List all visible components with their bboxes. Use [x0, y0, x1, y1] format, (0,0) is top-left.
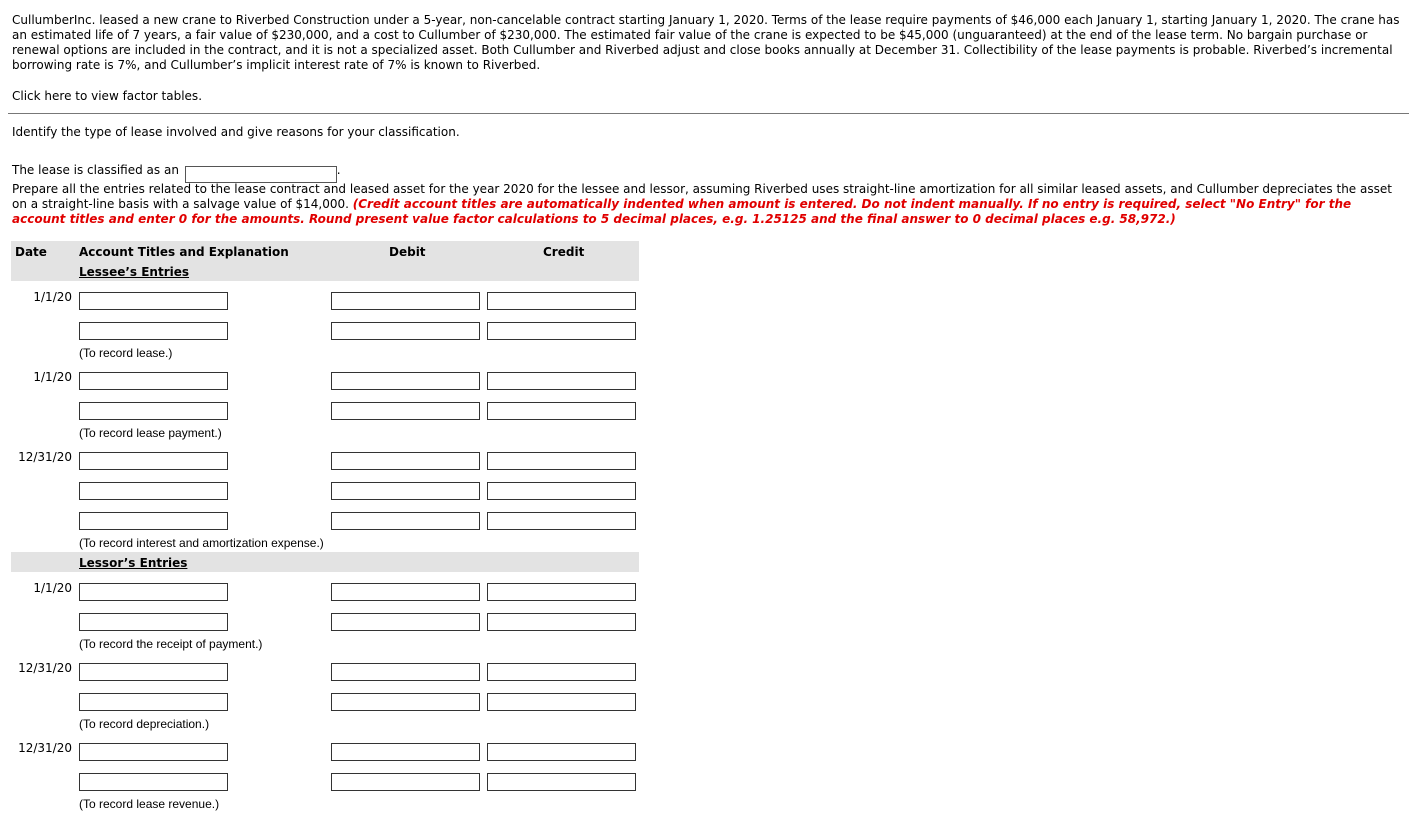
credit-input[interactable]: [487, 583, 636, 601]
account-title-input[interactable]: [79, 452, 228, 470]
account-title-input[interactable]: [79, 322, 228, 340]
debit-input[interactable]: [331, 322, 480, 340]
debit-input[interactable]: [331, 482, 480, 500]
credit-input[interactable]: [487, 693, 636, 711]
lessor-section-title: Lessor’s Entries: [79, 556, 188, 570]
classification-prefix: The lease is classified as an: [12, 163, 179, 177]
credit-input[interactable]: [487, 663, 636, 681]
debit-header: Debit: [389, 245, 426, 259]
credit-input[interactable]: [487, 372, 636, 390]
credit-input[interactable]: [487, 292, 636, 310]
identify-prompt: Identify the type of lease involved and give reasons for your classification.: [12, 125, 460, 139]
entry-note: (To record lease payment.): [79, 426, 222, 440]
account-title-input[interactable]: [79, 693, 228, 711]
credit-input[interactable]: [487, 773, 636, 791]
account-title-input[interactable]: [79, 292, 228, 310]
debit-input[interactable]: [331, 402, 480, 420]
debit-input[interactable]: [331, 512, 480, 530]
account-title-input[interactable]: [79, 402, 228, 420]
lessee-section-title: Lessee’s Entries: [79, 265, 190, 279]
debit-input[interactable]: [331, 743, 480, 761]
credit-input[interactable]: [487, 482, 636, 500]
entry-date: 1/1/20: [33, 290, 72, 304]
entry-date: 1/1/20: [33, 370, 72, 384]
debit-input[interactable]: [331, 583, 480, 601]
entry-note: (To record depreciation.): [79, 717, 210, 731]
factor-tables-link[interactable]: Click here to view factor tables.: [12, 89, 203, 103]
debit-input[interactable]: [331, 773, 480, 791]
account-title-input[interactable]: [79, 512, 228, 530]
credit-input[interactable]: [487, 452, 636, 470]
account-title-input[interactable]: [79, 613, 228, 631]
entry-note: (To record lease revenue.): [79, 797, 220, 811]
prepare-instructions: [12, 182, 1402, 227]
credit-input[interactable]: [487, 402, 636, 420]
account-title-input[interactable]: [79, 743, 228, 761]
debit-input[interactable]: [331, 613, 480, 631]
debit-input[interactable]: [331, 663, 480, 681]
entry-date: 12/31/20: [18, 741, 72, 755]
credit-input[interactable]: [487, 743, 636, 761]
account-title-input[interactable]: [79, 663, 228, 681]
classification-suffix: .: [336, 163, 341, 177]
account-title-input[interactable]: [79, 372, 228, 390]
entry-date: 12/31/20: [18, 450, 72, 464]
entry-note: (To record interest and amortization expense.): [79, 536, 324, 550]
classification-row: [12, 161, 341, 183]
date-header: Date: [15, 245, 47, 259]
account-header: Account Titles and Explanation: [79, 245, 289, 259]
credit-input[interactable]: [487, 613, 636, 631]
account-title-input[interactable]: [79, 583, 228, 601]
lease-classification-input[interactable]: [185, 166, 337, 183]
divider: [8, 113, 1409, 114]
entry-date: 1/1/20: [33, 581, 72, 595]
account-title-input[interactable]: [79, 482, 228, 500]
prepare-text: Prepare all the entries related to the lease contract and leased asset for the year 2020 for the lessee and lessor, assuming Riverbed uses straight-line amortization for all similar leased assets, and Cullumber depreciates the asset on a straight-line basis with a salvage value of $14,000.: [12, 182, 1392, 211]
entry-note: (To record the receipt of payment.): [79, 637, 263, 651]
problem-statement: CullumberInc. leased a new crane to Riverbed Construction under a 5-year, non-cancelable contract starting January 1, 2020. Terms of the lease require payments of $46,000 each January 1, starting January 1, 2020. The crane has an estimated life of 7 years, a fair value of $230,000, and a cost to Cullumber of $230,000. The estimated fair value of the crane is expected to be $45,000 (unguaranteed) at the end of the lease term. No bargain purchase or renewal options are included in the contract, and it is not a specialized asset. Both Cullumber and Riverbed adjust and close books annually at December 31. Collectibility of the lease payments is probable. Riverbed’s incremental borrowing rate is 7%, and Cullumber’s implicit interest rate of 7% is known to Riverbed.: [12, 13, 1400, 72]
credit-header: Credit: [543, 245, 585, 259]
credit-input[interactable]: [487, 322, 636, 340]
debit-input[interactable]: [331, 372, 480, 390]
credit-input[interactable]: [487, 512, 636, 530]
account-title-input[interactable]: [79, 773, 228, 791]
debit-input[interactable]: [331, 452, 480, 470]
debit-input[interactable]: [331, 693, 480, 711]
entry-instructions: (Credit account titles are automatically indented when amount is entered. Do not indent manually. If no entry is required, select "No Entry" for the account titles and enter 0 for the amounts. Round present value factor calculations to 5 decimal places, e.g. 1.25125 and the final answer to 0 decimal places e.g. 58,972.): [12, 197, 1352, 226]
entry-date: 12/31/20: [18, 661, 72, 675]
debit-input[interactable]: [331, 292, 480, 310]
entry-note: (To record lease.): [79, 346, 173, 360]
